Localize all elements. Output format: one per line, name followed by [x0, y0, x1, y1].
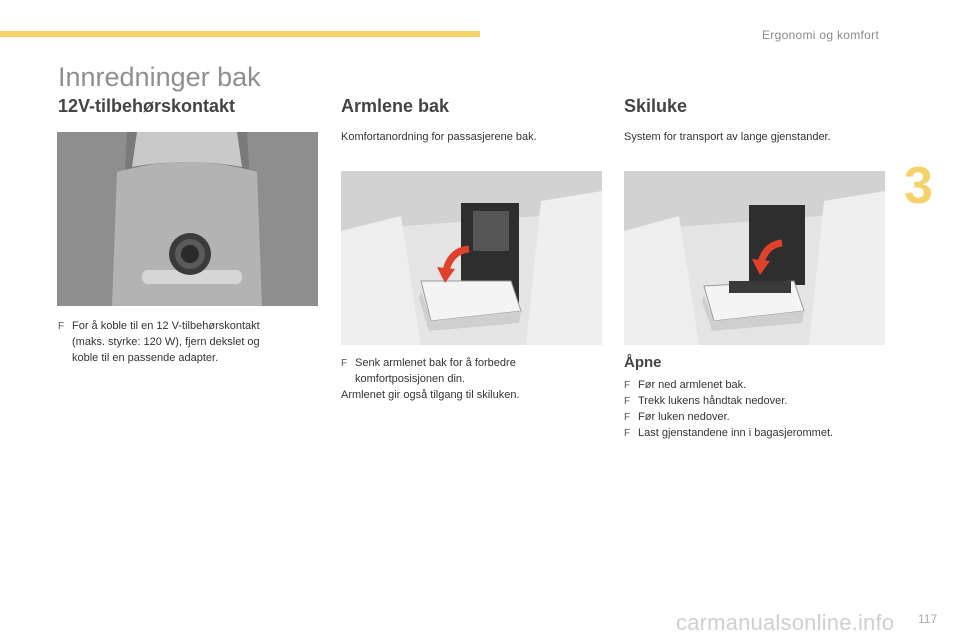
- accent-bar: [0, 31, 480, 37]
- bullet-marker-icon: F: [624, 428, 631, 439]
- watermark: carmanualsonline.info: [676, 610, 895, 635]
- step-3: F Før luken nedover.: [624, 409, 730, 426]
- bullet-marker-icon: F: [341, 358, 348, 369]
- ski-hatch-photo: [624, 171, 885, 345]
- heading-12v-socket: 12V-tilbehørskontakt: [58, 96, 236, 116]
- step-2: F Trekk lukens håndtak nedover.: [624, 393, 787, 410]
- step-1: F Før ned armlenet bak.: [624, 377, 746, 394]
- page-title: Innredninger bak: [58, 62, 261, 92]
- chapter-number: 3: [904, 157, 933, 215]
- page-number: 117: [918, 612, 938, 626]
- section-title: Ergonomi og komfort: [762, 28, 880, 42]
- bullet-marker-icon: F: [624, 412, 631, 423]
- note-armrest: Armlenet gir også tilgang til skiluken.: [341, 389, 520, 401]
- rear-armrest-photo: [341, 171, 602, 345]
- step-4: F Last gjenstandene inn i bagasjerommet.: [624, 425, 833, 442]
- heading-ski-hatch: Skiluke: [624, 96, 688, 116]
- bullet-marker-icon: F: [624, 396, 631, 407]
- bullet-marker-icon: F: [624, 380, 631, 391]
- heading-armrest: Armlene bak: [341, 96, 450, 116]
- bullet-12v: F For å koble til en 12 V-tilbehørskontakt (maks. styrke: 120 W), fjern dekslet og koble til en passende adapter.: [58, 320, 260, 364]
- bullet-marker-icon: F: [58, 321, 65, 332]
- intro-ski-hatch: System for transport av lange gjenstander.: [624, 131, 831, 143]
- subheading-open: Åpne: [624, 354, 662, 371]
- intro-armrest: Komfortanordning for passasjerene bak.: [341, 131, 537, 143]
- bullet-armrest: F Senk armlenet bak for å forbedre komfortposisjonen din.: [341, 357, 516, 385]
- rear-12v-socket-photo: [57, 132, 318, 306]
